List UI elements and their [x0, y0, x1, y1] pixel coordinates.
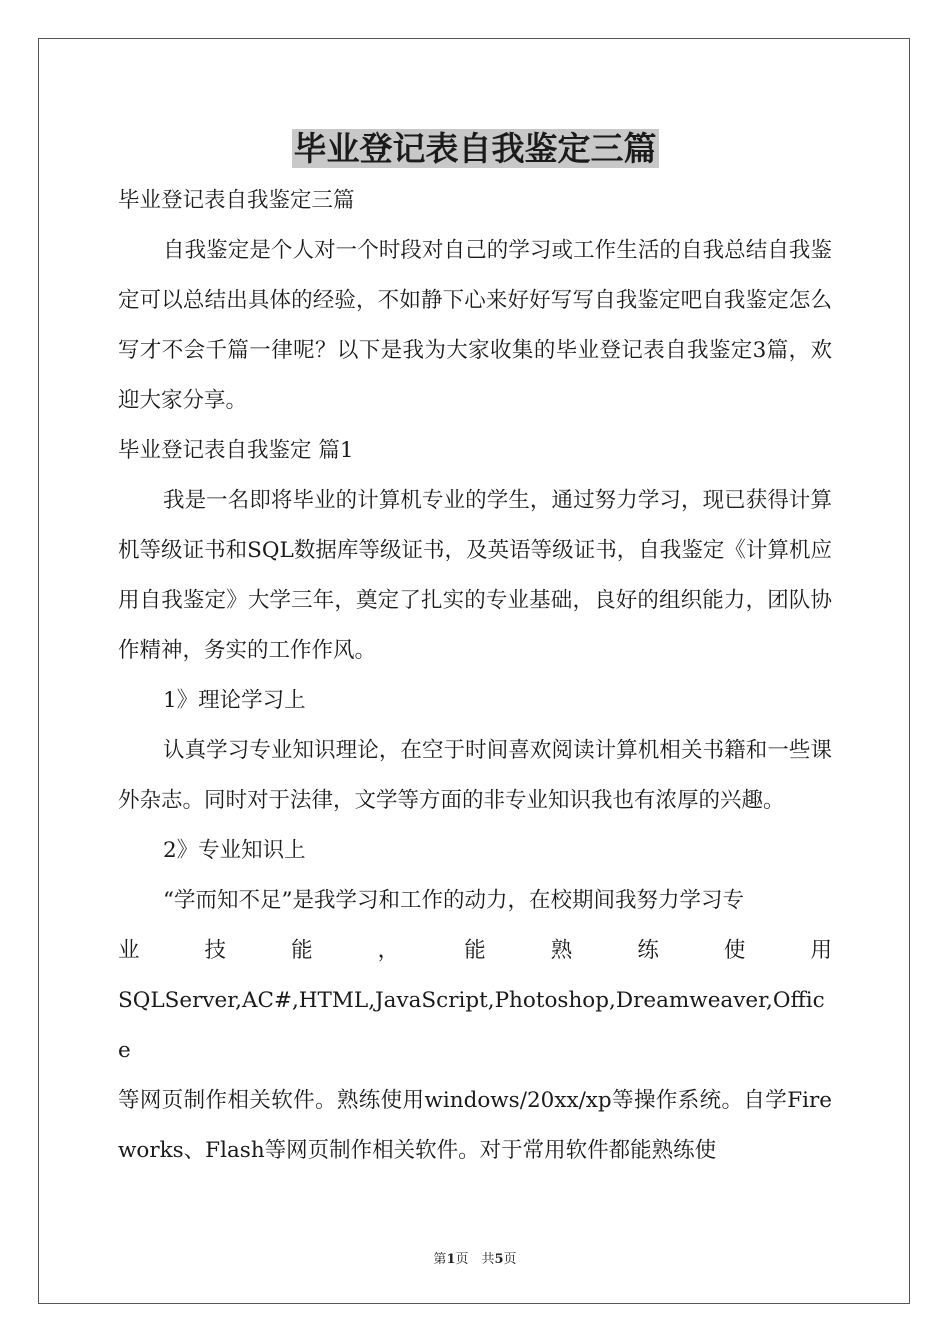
- footer-page-total: 5: [494, 1252, 504, 1267]
- footer-suffix: 页: [503, 1252, 517, 1267]
- item-text-line-2: 业技能，能熟练使用: [118, 938, 832, 963]
- item-text-theory: 认真学习专业知识理论，在空于时间喜欢阅读计算机相关书籍和一些课外杂志。同时对于法律，文学等方面的非专业知识我也有浓厚的兴趣。: [118, 738, 832, 813]
- item-text-line-3: SQLServer,AC#,HTML,JavaScript,Photoshop,Dreamweaver,Office: [118, 988, 825, 1063]
- page-footer: [0, 1248, 950, 1267]
- footer-mid: 页 共: [455, 1252, 495, 1267]
- item-heading-professional: 2》专业知识上: [163, 838, 306, 863]
- section-paragraph: 我是一名即将毕业的计算机专业的学生，通过努力学习，现已获得计算机等级证书和SQL数据库等级证书，及英语等级证书，自我鉴定《计算机应用自我鉴定》大学三年，奠定了扎实的专业基础，良好的组织能力，团队协作精神，务实的工作作风。: [118, 488, 832, 663]
- document-title: [0, 126, 950, 172]
- intro-paragraph: 自我鉴定是个人对一个时段对自己的学习或工作生活的自我总结自我鉴定可以总结出具体的经验，不如静下心来好好写写自我鉴定吧自我鉴定怎么写才不会千篇一律呢？以下是我为大家收集的毕业登记表自我鉴定3篇，欢迎大家分享。: [118, 238, 832, 413]
- item-text-line-4: 等网页制作相关软件。熟练使用windows/20xx/xp等操作系统。自学Fireworks、Flash等网页制作相关软件。对于常用软件都能熟练使: [118, 1088, 832, 1163]
- item-heading-theory: 1》理论学习上: [163, 688, 306, 713]
- document-title-text: 毕业登记表自我鉴定三篇: [293, 129, 657, 168]
- section-heading: 毕业登记表自我鉴定 篇1: [118, 438, 354, 463]
- document-subtitle: 毕业登记表自我鉴定三篇: [118, 188, 355, 213]
- item-text-line-1: “学而知不足”是我学习和工作的动力，在校期间我努力学习专: [163, 888, 744, 913]
- footer-prefix: 第: [433, 1252, 447, 1267]
- document-body: [118, 176, 832, 1176]
- footer-page-current: 1: [446, 1252, 456, 1267]
